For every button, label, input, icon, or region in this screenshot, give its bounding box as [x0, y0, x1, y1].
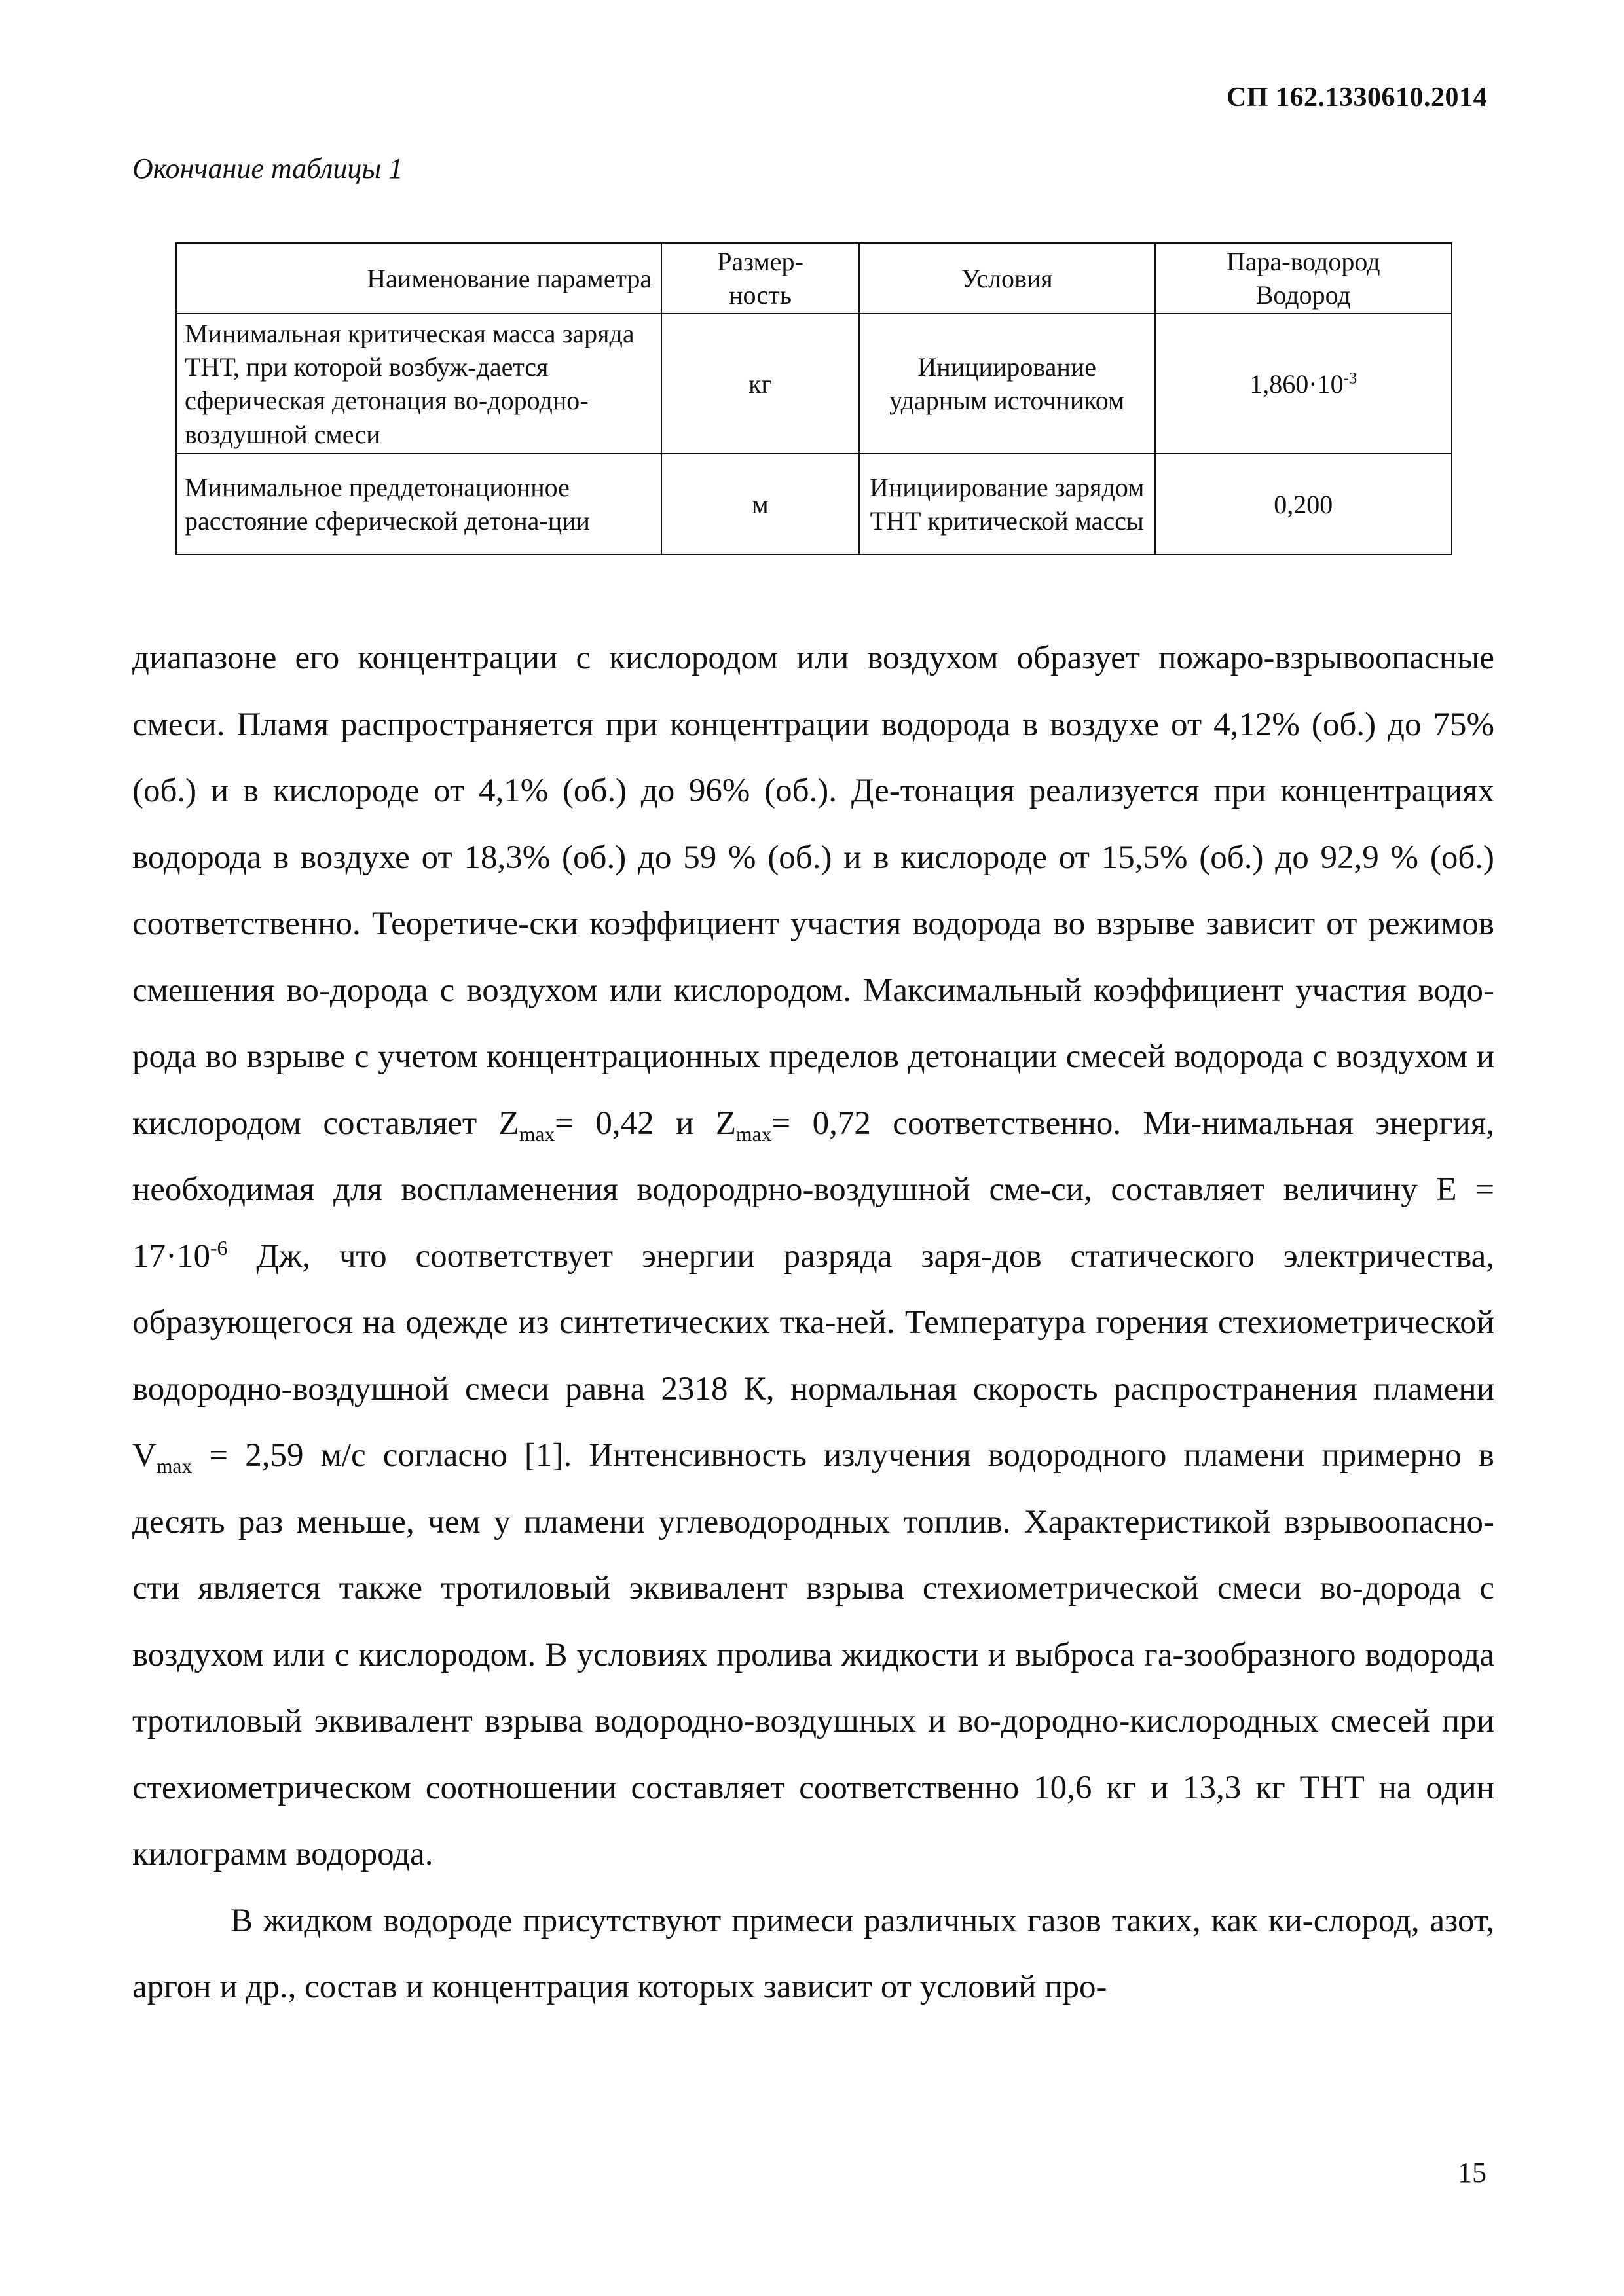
row-1-value [1155, 314, 1452, 454]
paragraph-2: В жидком водороде присутствуют примеси различных газов таких, как ки-слород, азот, аргон и др., состав и концентрация которых зависит от условий про- [132, 1902, 1494, 2005]
table-header-row [176, 243, 1452, 314]
column-header-name: Наименование параметра [176, 243, 661, 314]
v-max-symbol: $V_{max}$ [132, 1437, 193, 1478]
row-2-name: Минимальное преддетонационное расстояние сферической детона-ции [176, 454, 661, 555]
paragraph-1 [132, 625, 1494, 1888]
column-header-dimension [661, 243, 859, 314]
column-header-dimension-line1: Размер- [717, 247, 803, 276]
body-text [132, 625, 1494, 2021]
column-header-conditions: Условия [859, 243, 1155, 314]
row-2-unit: м [661, 454, 859, 555]
row-1-name: Минимальная критическая масса заряда ТНТ, при которой возбуж-дается сферическая детонация во-дородно-воздушной смеси [176, 314, 661, 454]
paragraph-1-part-b: = 0,42 и [555, 1104, 716, 1142]
table-row [176, 454, 1452, 555]
table-row [176, 314, 1452, 454]
row-1-conditions: Инициирование ударным источником [859, 314, 1155, 454]
paragraph-1-part-c: = 0,72 соответственно. Ми-нимальная энергия, необходимая для воспламенения водородрно-воздушной сме-си, составляет величину Е = 17·10 [132, 1104, 1494, 1275]
energy-exponent: -6 [210, 1236, 228, 1260]
row-1-value-base: 1,860·10 [1249, 369, 1344, 399]
column-header-value [1155, 243, 1452, 314]
column-header-value-line2: Водород [1255, 280, 1351, 310]
page-number: 15 [1458, 2157, 1486, 2189]
row-2-value: 0,200 [1155, 454, 1452, 555]
row-2-conditions: Инициирование зарядом ТНТ критической массы [859, 454, 1155, 555]
table-caption: Окончание таблицы 1 [132, 153, 403, 185]
row-1-value-exponent: -3 [1343, 369, 1357, 388]
document-code: СП 162.1330610.2014 [1227, 82, 1487, 113]
column-header-value-line1: Пара-водород [1226, 247, 1380, 276]
paragraph-1-part-e: = 2,59 м/с согласно [1]. Интенсивность излучения водородного пламени примерно в десять раз меньше, чем у пламени углеводородных топлив. Характеристикой взрывоопасно-сти является также тротиловый эквивалент взрыва стехиометрической смеси во-дорода с воздухом или с кислородом. В условиях пролива жидкости и выброса га-зообразного водорода тротиловый эквивалент взрыва водородно-воздушных и во-дородно-кислородных смесей при стехиометрическом соотношении составляет соответственно 10,6 кг и 13,3 кг ТНТ на один килограмм водорода. [132, 1437, 1494, 1872]
parameters-table [175, 242, 1452, 555]
paragraph-1-part-d: Дж, что соответствует энергии разряда заря-дов статического электричества, образующегося на одежде из синтетических тка-ней. Температура горения стехиометрической водородно-воздушной смеси равна 2318 К, нормальная скорость распространения пламени [132, 1237, 1494, 1408]
paragraph-1-part-a: диапазоне его концентрации с кислородом или воздухом образует пожаро-взрывоопасные смеси. Пламя распространяется при концентрации водорода в воздухе от 4,12% (об.) до 75% (об.) и в кислороде от 4,1% (об.) до 96% (об.). Де-тонация реализуется при концентрациях водорода в воздухе от 18,3% (об.) до 59 % (об.) и в кислороде от 15,5% (об.) до 92,9 % (об.) соответственно. Теоретиче-ски коэффициент участия водорода во взрыве зависит от режимов смешения во-дорода с воздухом или кислородом. Максимальный коэффициент участия водо-рода во взрыве с учетом концентрационных пределов детонации смесей водорода с воздухом и кислородом составляет [132, 640, 1494, 1142]
row-1-unit: кг [661, 314, 859, 454]
column-header-dimension-line2: ность [729, 280, 792, 310]
z-max-symbol-2: $Z_{max}$ [715, 1104, 772, 1146]
z-max-symbol-1: $Z_{max}$ [498, 1104, 555, 1146]
